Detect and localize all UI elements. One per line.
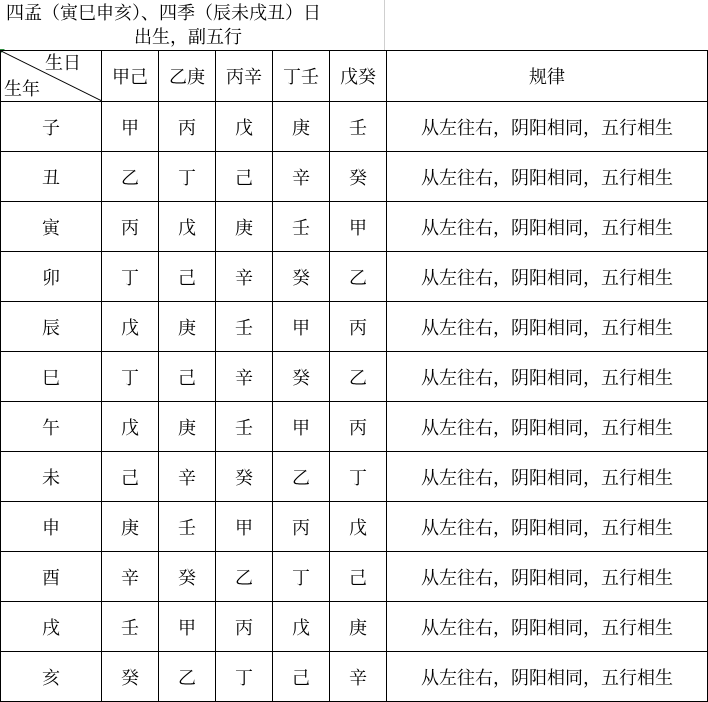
table-row xyxy=(1,652,708,702)
header-birth-day: 生日 xyxy=(45,53,81,74)
rule-cell[interactable]: 从左往右，阴阳相同，五行相生 xyxy=(387,202,708,252)
table-cell[interactable]: 丁 xyxy=(102,252,159,302)
table-cell[interactable]: 庚 xyxy=(102,502,159,552)
header-col-bingxin[interactable]: 丙辛 xyxy=(216,51,273,102)
table-cell[interactable]: 乙 xyxy=(330,352,387,402)
rule-cell[interactable]: 从左往右，阴阳相同，五行相生 xyxy=(387,252,708,302)
table-cell[interactable]: 戊 xyxy=(159,202,216,252)
table-cell[interactable]: 乙 xyxy=(159,652,216,702)
rule-cell[interactable]: 从左往右，阴阳相同，五行相生 xyxy=(387,602,708,652)
table-cell[interactable]: 癸 xyxy=(159,552,216,602)
row-label-cell[interactable]: 午 xyxy=(1,402,102,452)
table-cell[interactable]: 丁 xyxy=(330,452,387,502)
rule-cell[interactable]: 从左往右，阴阳相同，五行相生 xyxy=(387,302,708,352)
table-cell[interactable]: 甲 xyxy=(216,502,273,552)
table-cell[interactable]: 壬 xyxy=(216,302,273,352)
rule-cell[interactable]: 从左往右，阴阳相同，五行相生 xyxy=(387,102,708,152)
table-cell[interactable]: 壬 xyxy=(159,502,216,552)
table-row xyxy=(1,502,708,552)
row-label-cell[interactable]: 申 xyxy=(1,502,102,552)
rule-cell[interactable]: 从左往右，阴阳相同，五行相生 xyxy=(387,402,708,452)
rule-cell[interactable]: 从左往右，阴阳相同，五行相生 xyxy=(387,452,708,502)
row-label-cell[interactable]: 子 xyxy=(1,102,102,152)
table-cell[interactable]: 己 xyxy=(159,252,216,302)
table-cell[interactable]: 壬 xyxy=(330,102,387,152)
row-label-cell[interactable]: 辰 xyxy=(1,302,102,352)
table-cell[interactable]: 癸 xyxy=(216,452,273,502)
table-cell[interactable]: 辛 xyxy=(216,252,273,302)
table-cell[interactable]: 丙 xyxy=(216,602,273,652)
title-line-1: 四孟（寅巳申亥）、四季（辰未戌丑）日 xyxy=(6,3,321,24)
table-cell[interactable]: 丁 xyxy=(273,552,330,602)
table-cell[interactable]: 丙 xyxy=(330,402,387,452)
table-cell[interactable]: 癸 xyxy=(102,652,159,702)
header-col-wugui[interactable]: 戊癸 xyxy=(330,51,387,102)
table-row xyxy=(1,152,708,202)
table-row xyxy=(1,452,708,502)
table-cell[interactable]: 甲 xyxy=(273,402,330,452)
table-cell[interactable]: 辛 xyxy=(159,452,216,502)
table-cell[interactable]: 丙 xyxy=(330,302,387,352)
row-label-cell[interactable]: 巳 xyxy=(1,352,102,402)
table-row xyxy=(1,552,708,602)
rule-cell[interactable]: 从左往右，阴阳相同，五行相生 xyxy=(387,502,708,552)
table-cell[interactable]: 戊 xyxy=(330,502,387,552)
table-row xyxy=(1,252,708,302)
table-row xyxy=(1,352,708,402)
table-cell[interactable]: 乙 xyxy=(102,152,159,202)
table-cell[interactable]: 壬 xyxy=(273,202,330,252)
table-cell[interactable]: 辛 xyxy=(273,152,330,202)
table-cell[interactable]: 壬 xyxy=(216,402,273,452)
table-cell[interactable]: 乙 xyxy=(273,452,330,502)
table-cell[interactable]: 甲 xyxy=(102,102,159,152)
table-cell[interactable]: 戊 xyxy=(273,602,330,652)
header-col-yigeng[interactable]: 乙庚 xyxy=(159,51,216,102)
rule-cell[interactable]: 从左往右，阴阳相同，五行相生 xyxy=(387,552,708,602)
header-col-dingren[interactable]: 丁壬 xyxy=(273,51,330,102)
table-row xyxy=(1,402,708,452)
header-col-jiaji[interactable]: 甲己 xyxy=(102,51,159,102)
title-line-2: 出生，副五行 xyxy=(134,27,242,48)
row-label-cell[interactable]: 酉 xyxy=(1,552,102,602)
diagonal-header-cell[interactable] xyxy=(1,51,102,102)
table-cell[interactable]: 乙 xyxy=(330,252,387,302)
table-cell[interactable]: 庚 xyxy=(330,602,387,652)
table-cell[interactable]: 丁 xyxy=(216,652,273,702)
row-label-cell[interactable]: 丑 xyxy=(1,152,102,202)
table-cell[interactable]: 戊 xyxy=(216,102,273,152)
header-col-rule[interactable]: 规律 xyxy=(387,51,708,102)
table-cell[interactable]: 庚 xyxy=(273,102,330,152)
header-row xyxy=(1,51,708,102)
table-cell[interactable]: 丙 xyxy=(273,502,330,552)
table-cell[interactable]: 癸 xyxy=(273,352,330,402)
table-cell[interactable]: 甲 xyxy=(330,202,387,252)
table-cell[interactable]: 癸 xyxy=(330,152,387,202)
table-cell[interactable]: 己 xyxy=(102,452,159,502)
title-cell[interactable] xyxy=(0,0,385,50)
rule-cell[interactable]: 从左往右，阴阳相同，五行相生 xyxy=(387,652,708,702)
table-cell[interactable]: 庚 xyxy=(159,402,216,452)
table-cell[interactable]: 壬 xyxy=(102,602,159,652)
table-cell[interactable]: 戊 xyxy=(102,402,159,452)
table-cell[interactable]: 庚 xyxy=(216,202,273,252)
table-cell[interactable]: 己 xyxy=(216,152,273,202)
row-label-cell[interactable]: 卯 xyxy=(1,252,102,302)
row-label-cell[interactable]: 戌 xyxy=(1,602,102,652)
table-cell[interactable]: 丙 xyxy=(102,202,159,252)
table-cell[interactable]: 戊 xyxy=(102,302,159,352)
table-row xyxy=(1,202,708,252)
table-cell[interactable]: 丁 xyxy=(102,352,159,402)
table-cell[interactable]: 甲 xyxy=(273,302,330,352)
table-cell[interactable]: 辛 xyxy=(216,352,273,402)
table-cell[interactable]: 庚 xyxy=(159,302,216,352)
row-label-cell[interactable]: 亥 xyxy=(1,652,102,702)
stem-branch-table xyxy=(0,50,708,702)
header-birth-year: 生年 xyxy=(4,79,40,100)
table-cell[interactable]: 辛 xyxy=(330,652,387,702)
rule-cell[interactable]: 从左往右，阴阳相同，五行相生 xyxy=(387,152,708,202)
table-cell[interactable]: 乙 xyxy=(216,552,273,602)
rule-cell[interactable]: 从左往右，阴阳相同，五行相生 xyxy=(387,352,708,402)
table-cell[interactable]: 己 xyxy=(159,352,216,402)
table-cell[interactable]: 丙 xyxy=(159,102,216,152)
table-row xyxy=(1,302,708,352)
table-cell[interactable]: 己 xyxy=(330,552,387,602)
table-row xyxy=(1,602,708,652)
table-cell[interactable]: 辛 xyxy=(102,552,159,602)
row-label-cell[interactable]: 寅 xyxy=(1,202,102,252)
table-cell[interactable]: 癸 xyxy=(273,252,330,302)
table-cell[interactable]: 甲 xyxy=(159,602,216,652)
table-cell[interactable]: 丁 xyxy=(159,152,216,202)
row-label-cell[interactable]: 未 xyxy=(1,452,102,502)
table-row xyxy=(1,102,708,152)
table-cell[interactable]: 己 xyxy=(273,652,330,702)
